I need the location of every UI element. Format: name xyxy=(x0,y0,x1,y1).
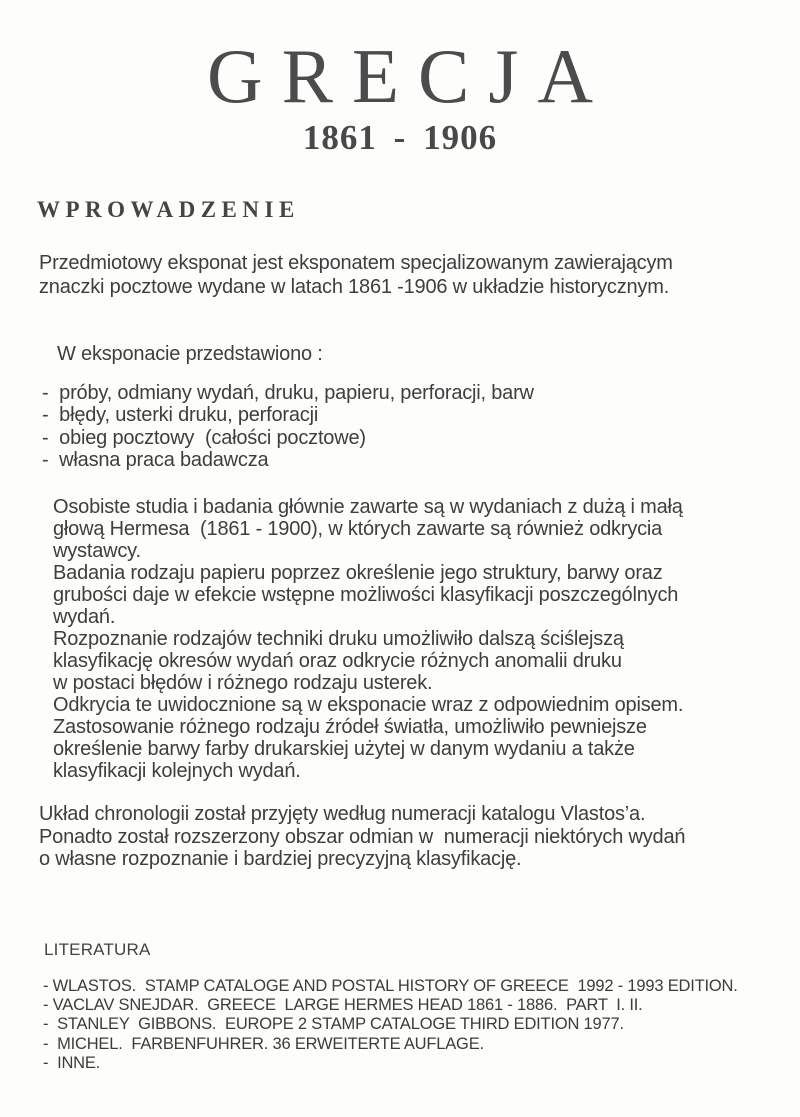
intro-paragraph xyxy=(39,252,673,299)
intro-line: Przedmiotowy eksponat jest eksponatem specjalizowanym zawierającym xyxy=(39,252,673,274)
study-line: w postaci błędów i różnego rodzaju usterek. xyxy=(53,672,433,694)
literature-item: - STANLEY GIBBONS. EUROPE 2 STAMP CATALOGE THIRD EDITION 1977. xyxy=(43,1015,624,1034)
intro-line: znaczki pocztowe wydane w latach 1861 -1906 w układzie historycznym. xyxy=(39,275,670,298)
study-line: klasyfikacji kolejnych wydań. xyxy=(53,760,301,782)
literature-item: - MICHEL. FARBENFUHRER. 36 ERWEITERTE AUFLAGE. xyxy=(43,1034,484,1053)
literature-list xyxy=(43,977,738,1073)
study-line: Rozpoznanie rodzajów techniki druku umożliwiło dalszą ściślejszą xyxy=(53,628,624,650)
literature-heading: LITERATURA xyxy=(44,940,151,959)
page-title: GRECJA xyxy=(207,33,612,119)
study-line: głową Hermesa (1861 - 1900), w których zawarte są również odkrycia xyxy=(53,518,663,540)
chronology-line: Ponadto został rozszerzony obszar odmian w numeracji niektórych wydań xyxy=(39,825,686,848)
bullet-list xyxy=(42,382,534,471)
study-line: Odkrycia te uwidocznione są w eksponacie wraz z odpowiednim opisem. xyxy=(53,694,684,716)
page-subtitle: 1861 - 1906 xyxy=(302,118,498,157)
chronology-line: o własne rozpoznanie i bardziej precyzyjną klasyfikację. xyxy=(39,848,522,870)
literature-item: - VACLAV SNEJDAR. GREECE LARGE HERMES HEAD 1861 - 1886. PART I. II. xyxy=(43,996,643,1015)
section-heading-wprowadzenie: WPROWADZENIE xyxy=(37,197,300,222)
study-line: grubości daje w efekcie wstępne możliwości klasyfikacji poszczególnych xyxy=(53,584,679,606)
study-paragraph xyxy=(53,496,683,782)
bullet-item: - błędy, usterki druku, perforacji xyxy=(42,404,319,427)
study-line: Osobiste studia i badania głównie zawarte są w wydaniach z dużą i małą xyxy=(53,496,683,518)
literature-item: - INNE. xyxy=(43,1053,101,1072)
bullet-item: - obieg pocztowy (całości pocztowe) xyxy=(42,426,366,449)
chronology-paragraph xyxy=(39,803,685,871)
list-lead: W eksponacie przedstawiono : xyxy=(57,343,323,365)
study-line: klasyfikację okresów wydań oraz odkrycie różnych anomalii druku xyxy=(53,650,622,672)
study-line: Badania rodzaju papieru poprzez określenie jego struktury, barwy oraz xyxy=(53,562,663,584)
study-line: wydań. xyxy=(53,606,116,628)
chronology-line: Układ chronologii został przyjęty według numeracji katalogu Vlastos’a. xyxy=(39,803,646,825)
bullet-item: - próby, odmiany wydań, druku, papieru, perforacji, barw xyxy=(42,382,534,404)
study-line: określenie barwy farby drukarskiej użytej w danym wydaniu a także xyxy=(53,738,635,760)
study-line: wystawcy. xyxy=(53,540,141,562)
literature-item: - WLASTOS. STAMP CATALOGE AND POSTAL HISTORY OF GREECE 1992 - 1993 EDITION. xyxy=(43,977,738,995)
bullet-item: - własna praca badawcza xyxy=(42,448,269,471)
study-line: Zastosowanie różnego rodzaju źródeł światła, umożliwiło pewniejsze xyxy=(53,716,647,738)
